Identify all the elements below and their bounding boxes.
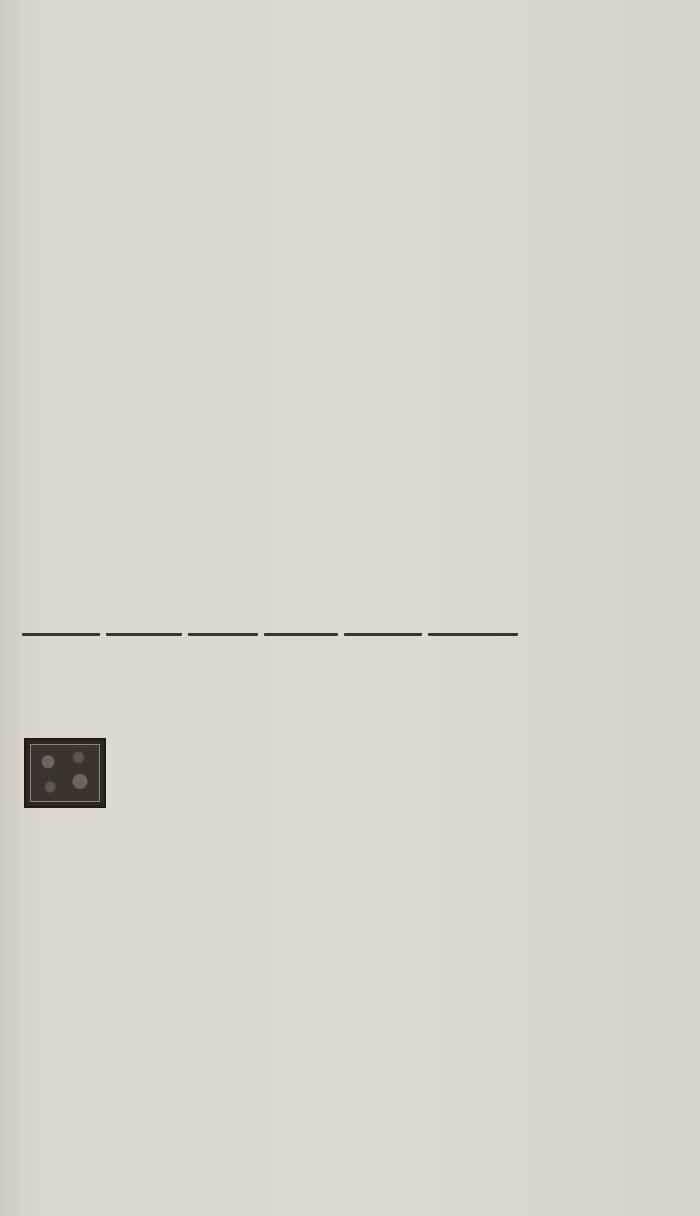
running-head [0, 58, 700, 86]
floral-ornament [30, 744, 100, 802]
drop-cap-initial [24, 738, 106, 808]
ornamental-rule [22, 632, 518, 638]
